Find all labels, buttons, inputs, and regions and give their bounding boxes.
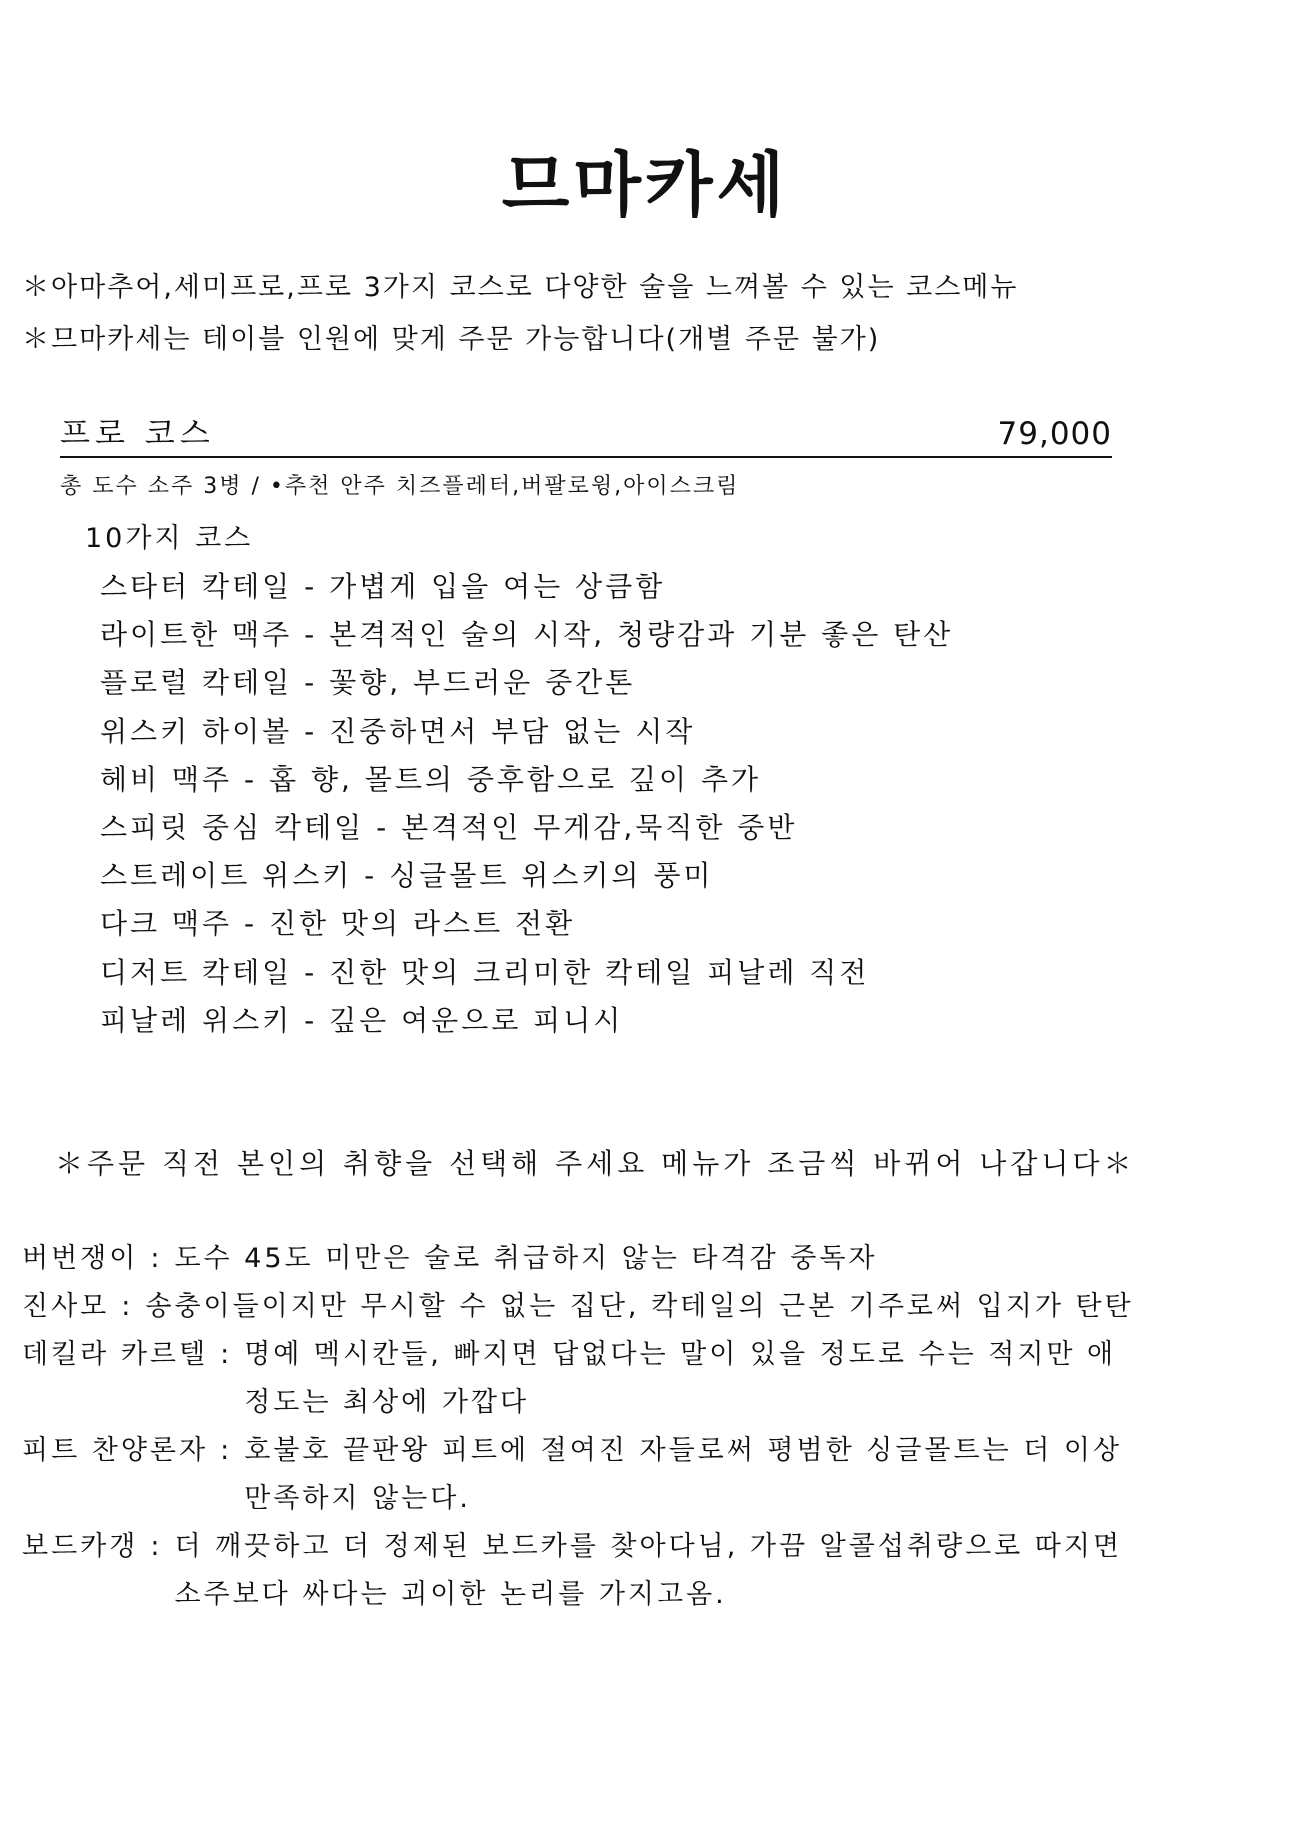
preference-description bbox=[174, 1523, 1122, 1619]
preference-description-line: 더 깨끗하고 더 정제된 보드카를 찾아다님, 가끔 알콜섭취량으로 따지면 bbox=[174, 1531, 1123, 1562]
course-list bbox=[100, 563, 953, 1045]
preference-name: 버번쟁이 bbox=[22, 1243, 139, 1274]
preference-description-line: 송충이들이지만 무시할 수 없는 집단, 칵테일의 근본 기주로써 입지가 탄탄 bbox=[145, 1291, 1134, 1322]
course-item: 라이트한 맥주 - 본격적인 술의 시작, 청량감과 기분 좋은 탄산 bbox=[100, 618, 954, 652]
preference-row bbox=[22, 1235, 1272, 1283]
preference-description bbox=[244, 1427, 1122, 1523]
menu-title: 므마카세 bbox=[501, 144, 789, 226]
course-item: 스피릿 중심 칵테일 - 본격적인 무게감,묵직한 중반 bbox=[100, 811, 798, 845]
course-header bbox=[60, 408, 1112, 458]
preference-description bbox=[174, 1235, 877, 1283]
course-item: 스타터 칵테일 - 가볍게 입을 여는 상큼함 bbox=[100, 570, 666, 603]
preference-separator: : bbox=[220, 1435, 233, 1466]
preference-description-line: 정도는 최상에 가깝다 bbox=[244, 1387, 530, 1418]
preference-separator: : bbox=[150, 1531, 163, 1562]
preference-description-line: 명예 멕시칸들, 빠지면 답없다는 말이 있을 정도로 수는 적지만 애 bbox=[244, 1339, 1117, 1370]
preference-row bbox=[22, 1523, 1272, 1619]
preference-row bbox=[22, 1331, 1272, 1427]
preference-row bbox=[22, 1427, 1272, 1523]
preference-separator: : bbox=[220, 1339, 233, 1370]
note-line: ＊므마카세는 테이블 인원에 맞게 주문 가능합니다(개별 주문 불가) bbox=[22, 324, 881, 355]
preference-description-line: 도수 45도 미만은 술로 취급하지 않는 타격감 중독자 bbox=[174, 1243, 878, 1274]
course-item: 피날레 위스키 - 깊은 여운으로 피니시 bbox=[100, 1003, 624, 1037]
preference-name: 보드카갱 bbox=[22, 1531, 139, 1562]
menu-notes bbox=[22, 262, 1018, 366]
preference-name: 데킬라 카르텔 bbox=[22, 1339, 209, 1370]
preference-description-line: 만족하지 않는다. bbox=[244, 1483, 471, 1514]
preference-description bbox=[145, 1283, 1133, 1331]
course-item: 헤비 맥주 - 홉 향, 몰트의 중후함으로 깊이 추가 bbox=[100, 762, 762, 796]
preference-name: 피트 찬양론자 bbox=[22, 1435, 209, 1466]
preference-list bbox=[22, 1235, 1272, 1619]
note-line: ＊아마추어,세미프로,프로 3가지 코스로 다양한 술을 느껴볼 수 있는 코스메뉴 bbox=[22, 272, 1019, 303]
preference-row bbox=[22, 1283, 1272, 1331]
course-name: 프로 코스 bbox=[60, 416, 215, 452]
course-item: 플로럴 칵테일 - 꽃향, 부드러운 중간톤 bbox=[100, 666, 636, 700]
course-item: 위스키 하이볼 - 진중하면서 부담 없는 시작 bbox=[100, 714, 696, 748]
preference-description bbox=[244, 1331, 1116, 1427]
course-item: 스트레이트 위스키 - 싱글몰트 위스키의 풍미 bbox=[100, 859, 714, 893]
preference-description-line: 소주보다 싸다는 괴이한 논리를 가지고옴. bbox=[174, 1579, 727, 1610]
course-item: 디저트 칵테일 - 진한 맛의 크리미한 칵테일 피날레 직전 bbox=[100, 955, 870, 989]
course-info: 총 도수 소주 3병 / •추천 안주 치즈플레터,버팔로윙,아이스크림 bbox=[60, 474, 740, 499]
course-count: 10가지 코스 bbox=[85, 523, 254, 554]
preference-banner: ＊주문 직전 본인의 취향을 선택해 주세요 메뉴가 조금씩 바뀌어 나갑니다＊ bbox=[55, 1147, 1136, 1180]
course-item: 다크 맥주 - 진한 맛의 라스트 전환 bbox=[100, 907, 576, 941]
preference-separator: : bbox=[150, 1243, 163, 1274]
preference-name: 진사모 bbox=[22, 1291, 110, 1322]
preference-separator: : bbox=[121, 1291, 134, 1322]
preference-description-line: 호불호 끝판왕 피트에 절여진 자들로써 평범한 싱글몰트는 더 이상 bbox=[244, 1435, 1123, 1466]
course-price: 79,000 bbox=[997, 416, 1112, 452]
